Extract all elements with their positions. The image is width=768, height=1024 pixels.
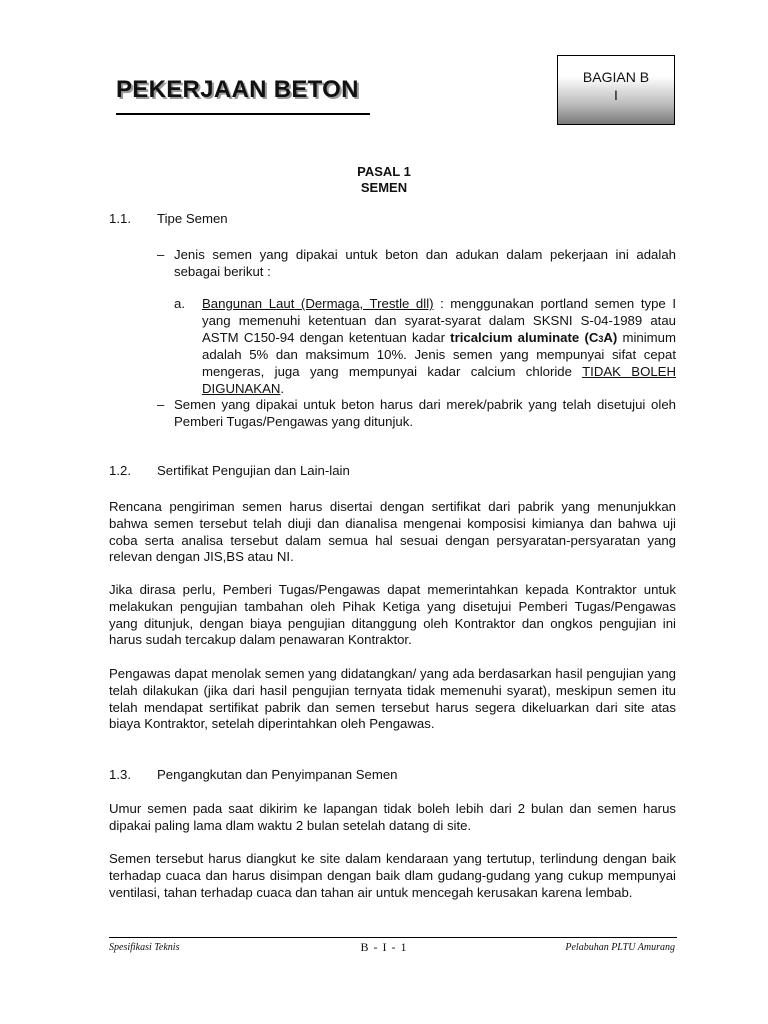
title-underline [116,113,370,115]
item-a-bold: tricalcium aluminate (C [450,329,599,345]
pasal-title: SEMEN [360,180,408,195]
item-a-bold-end: A) [603,329,618,345]
item-a-underlined: TIDAK BOLEH DIGUNAKAN [202,364,676,396]
section-1-3-heading: Pengangkutan dan Penyimpanan Semen [157,767,398,782]
section-1-1-heading: Tipe Semen [157,211,228,226]
footer-right: Pelabuhan PLTU Amurang [565,942,675,953]
section-1-2-number: 1.2. [109,463,131,478]
dash-marker-2: – [157,397,165,412]
section-1-2-heading: Sertifikat Pengujian dan Lain-lain [157,463,350,478]
item-a-paragraph [202,296,676,398]
section-badge [557,55,675,125]
section-1-3-number: 1.3. [109,767,131,782]
page-title: PEKERJAAN BETON [116,76,359,103]
footer-left: Spesifikasi Teknis [109,942,180,953]
footer-rule [109,937,677,938]
item-a-text-2: minimum adalah 5% dan maksimum 10%. Jenis semen yang mempunyai sifat cepat mengeras, juga yang mempunyai kadar calcium chloride [202,329,676,380]
badge-line-1: BAGIAN B [582,69,650,85]
paragraph-cement-storage: Semen tersebut harus diangkut ke site dalam kendaraan yang tertutup, terlindung dengan baik terhadap cuaca dan harus disimpan dengan baik dlam gudang-gudang yang cukup mempunyai ventilasi, tahan terhadap cuaca dan tahan air untuk mencegah kerusakan karena lembab. [109,851,676,900]
item-a-bold-sub: 3 [598,333,604,344]
item-a-text-1: : menggunakan portland semen type I yang memenuhi ketentuan dan syarat-syarat dalam SKSNI S-04-1989 atau ASTM C150-94 dengan ketentuan kadar [202,296,676,345]
item-a-label: a. [174,296,185,311]
dash-marker-1: – [157,247,165,262]
paragraph-cement-age: Umur semen pada saat dikirim ke lapangan tidak boleh lebih dari 2 bulan dan semen harus dipakai paling lama dlam waktu 2 bulan setelah datang di site. [109,801,676,833]
badge-line-2: I [614,87,618,103]
pasal-number: PASAL 1 [357,164,411,179]
bullet-cement-type: Jenis semen yang dipakai untuk beton dan adukan dalam pekerjaan ini adalah sebagai berikut : [174,247,676,279]
paragraph-rejection: Pengawas dapat menolak semen yang didatangkan/ yang ada berdasarkan hasil pengujian yang telah dilakukan (jika dari hasil pengujian ternyata tidak memenuhi syarat), meskipun semen itu telah mendapat sertifikat pabrik dan semen tersebut harus segera dikeluarkan dari site atas biaya Kontraktor, setelah diperintahkan oleh Pengawas. [109,666,676,732]
paragraph-certificate: Rencana pengiriman semen harus disertai dengan sertifikat dari pabrik yang menunjukkan bahwa semen tersebut telah diuji dan dianalisa mengenai komposisi kimianya dan bahwa uji coba serta analisa tersebut dalam semua hal sesuai dengan persyaratan-persyaratan yang relevan dengan JIS,BS atau NI. [109,499,676,565]
item-a-lead: Bangunan Laut (Dermaga, Trestle dll) [202,296,434,311]
paragraph-additional-testing: Jika dirasa perlu, Pemberi Tugas/Pengawas dapat memerintahkan kepada Kontraktor untuk melakukan pengujian tambahan oleh Pihak Ketiga yang disetujui Pemberi Tugas/Pengawas yang ditunjuk, dengan biaya pengujian ditanggung oleh Kontraktor dan ongkos pengujian ini harus sudah tercakup dalam penawaran Kontraktor. [109,582,676,648]
item-a-end: . [280,380,285,396]
bullet-cement-brand: Semen yang dipakai untuk beton harus dari merek/pabrik yang telah disetujui oleh Pemberi Tugas/Pengawas yang ditunjuk. [174,397,676,429]
section-1-1-number: 1.1. [109,211,131,226]
footer-page-number: B - I - 1 [360,940,408,954]
